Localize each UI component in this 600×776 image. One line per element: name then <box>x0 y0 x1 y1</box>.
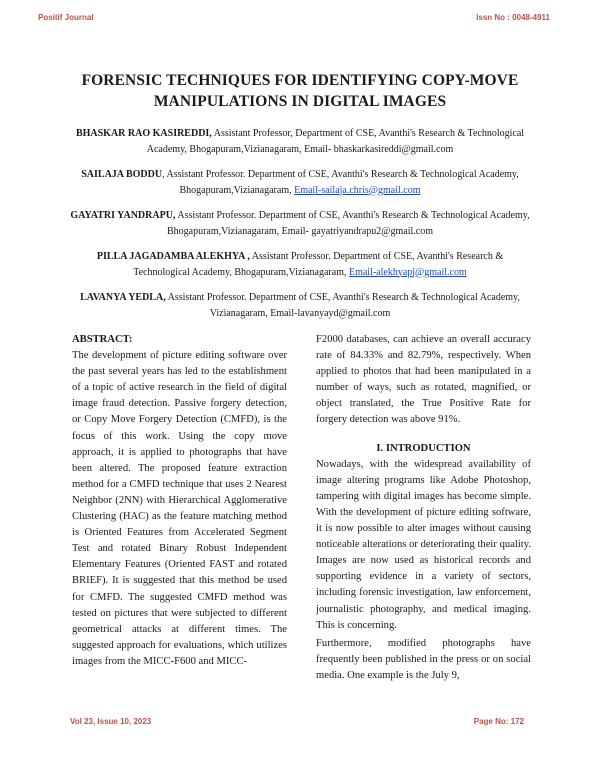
abstract-heading: ABSTRACT: <box>72 334 133 345</box>
left-column <box>72 332 287 670</box>
author-affiliation: Assistant Professor, Department of CSE, Avanthi's Research & Technological Academy, Bhogapuram,Vizianagaram, Email- bhaskarkasireddi@gmail.com <box>146 128 525 155</box>
author-affiliation: Assistant Professor. Department of CSE, Avanthi's Research & Technological Academy, Bhogapuram,Vizianagaram, <box>133 251 504 278</box>
author-name: BHASKAR RAO KASIREDDI, <box>75 128 212 139</box>
right-column <box>316 332 531 684</box>
author-affiliation: Assistant Professor. Department of CSE, Avanthi's Research & Technological Academy, Bhogapuram,Vizianagaram, Email- gayatriyandrapu2@gmail.com <box>166 210 530 237</box>
author-name: PILLA JAGADAMBA ALEKHYA , <box>96 251 250 262</box>
author-email-link[interactable]: Email-alekhyapj@gmail.com <box>348 266 467 278</box>
page-number: Page No: 172 <box>473 717 524 726</box>
author-name: SAILAJA BODDU <box>81 169 163 180</box>
abstract-text: The development of picture editing software over the past several years has led to the establishment of a topic of active research in the field of digital image fraud detection. Passive forgery detection, or Copy Move Forgery Detection (CMFD), is the focus of this work. Using the copy move approach, it is applied to photographs that have been altered. The proposed feature extraction method for a CMFD technique that uses 2 Nearest Neighbor (2NN) with Hierarchical Agglomerative Clustering (HAC) as the feature matching method is Oriented Features from Accelerated Segment Test and rotated Binary Robust Independent Elementary Features (Oriented FAST and rotated BRIEF). It is suggested that this method be used for CMFD. The suggested CMFD method was tested on pictures that were subjected to different geometrical attacks at different times. The suggested approach for evaluations, which utilizes images from the MICC-F600 and MICC- <box>72 350 287 667</box>
author-name: GAYATRI YANDRAPU, <box>70 210 176 221</box>
author-entry <box>70 290 530 321</box>
introduction-heading: I. INTRODUCTION <box>376 442 471 454</box>
author-entry <box>70 208 530 239</box>
author-list <box>70 126 530 331</box>
title-line-2: MANIPULATIONS IN DIGITAL IMAGES <box>153 93 447 110</box>
author-email-link[interactable]: Email-sailaja.chris@gmail.com <box>294 184 421 196</box>
introduction-paragraph: Furthermore, modified photographs have frequently been published in the press or on social media. One example is the July 9, <box>316 637 531 681</box>
author-entry <box>70 126 530 157</box>
author-entry <box>70 249 530 280</box>
author-affiliation: Assistant Professor. Department of CSE, Avanthi's Research & Technological Academy, Vizianagaram, Email-lavanyayd@gmail.com <box>165 292 520 319</box>
abstract-continuation: F2000 databases, can achieve an overall accuracy rate of 84.33% and 82.79%, respectively. When applied to photos that had been manipulated in a number of ways, such as rotated, magnified, or object translated, the True Positive Rate for forgery detection was above 91%. <box>316 334 531 426</box>
volume-issue: Vol 23, Issue 10, 2023 <box>70 717 152 726</box>
author-name: LAVANYA YEDLA, <box>80 292 166 303</box>
introduction-paragraph: Nowadays, with the widespread availability of image altering programs like Adobe Photoshop, tampering with digital images has become simple. With the development of picture editing software, it is now possible to alter images without causing noticeable alterations or deteriorating their quality. Images are now used as historical records and supporting evidence in a variety of sectors, including forensic investigation, law enforcement, journalistic photography, and medical imaging. This is concerning. <box>316 458 531 631</box>
paper-title <box>40 70 560 112</box>
issn-number: Issn No : 0048-4911 <box>476 13 550 22</box>
title-line-1: FORENSIC TECHNIQUES FOR IDENTIFYING COPY-MOVE <box>81 72 519 89</box>
journal-name: Positif Journal <box>38 13 94 22</box>
author-affiliation: , Assistant Professor. Department of CSE, Avanthi's Research & Technological Academy, Bhogapuram,Vizianagaram, <box>162 169 519 196</box>
author-entry <box>70 167 530 198</box>
